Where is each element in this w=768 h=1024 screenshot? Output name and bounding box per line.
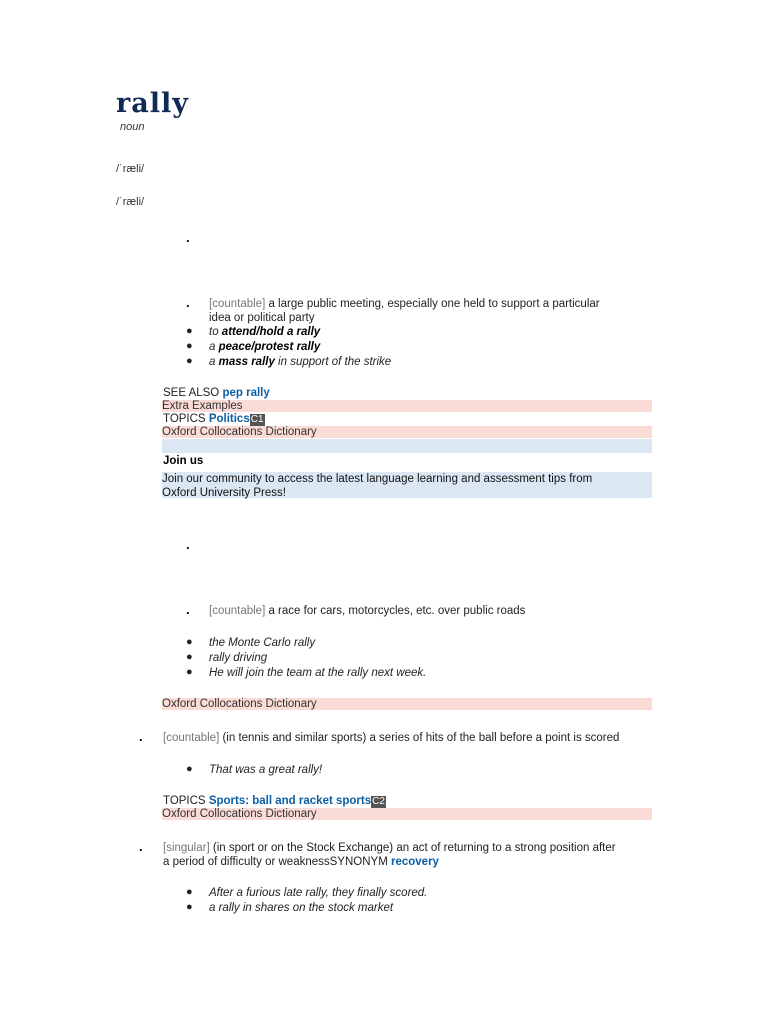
topic-link[interactable]: Politics: [208, 413, 250, 425]
pronunciation-us: /ˈræli/: [116, 196, 145, 208]
bullet-icon: ●: [186, 355, 193, 367]
part-of-speech: noun: [120, 121, 145, 133]
level-badge: C1: [250, 414, 264, 425]
sense2-definition: [countable] a race for cars, motorcycles, etc. over public roads: [209, 605, 526, 617]
collocations-button[interactable]: Oxford Collocations Dictionary: [162, 808, 652, 820]
pronunciation-uk: /ˈræli/: [116, 163, 145, 175]
bullet-icon: ●: [186, 636, 193, 648]
headword: rally: [116, 88, 189, 119]
sense-marker: .: [186, 537, 190, 552]
sense4-definition: [singular] (in sport or on the Stock Exchange) an act of returning to a strong position after a period of difficulty or weaknessSYNONYM recovery: [163, 842, 616, 868]
grammar-label: [countable]: [163, 732, 220, 744]
synonym-label: SYNONYM: [329, 856, 388, 868]
see-also: SEE ALSO pep rally: [163, 387, 270, 399]
grammar-label: [countable]: [209, 298, 266, 310]
bullet-icon: ●: [186, 340, 193, 352]
sense3-definition: [countable] (in tennis and similar sports) a series of hits of the ball before a point is scored: [163, 732, 620, 744]
bullet-icon: ●: [186, 886, 193, 898]
grammar-label: [singular]: [163, 842, 210, 854]
sense1-definition: [countable] a large public meeting, especially one held to support a particular idea or political party: [209, 298, 600, 324]
bullet-icon: ●: [186, 763, 193, 775]
bullet-icon: ●: [186, 666, 193, 678]
bullet-icon: ●: [186, 651, 193, 663]
grammar-label: [countable]: [209, 605, 266, 617]
level-badge: C2: [372, 796, 385, 807]
collocations-button[interactable]: Oxford Collocations Dictionary: [162, 698, 652, 710]
bullet-icon: ●: [186, 901, 193, 913]
join-text[interactable]: Join our community to access the latest language learning and assessment tips from Oxford University Press!: [162, 472, 652, 498]
extra-examples-button[interactable]: Extra Examples: [162, 400, 652, 412]
sense-marker: .: [139, 729, 143, 744]
join-title: Join us: [163, 455, 204, 467]
bullet-icon: ●: [186, 325, 193, 337]
topic-link[interactable]: Sports: ball and racket sports: [208, 795, 372, 807]
sense-marker: .: [186, 230, 190, 245]
join-banner-strip: [162, 439, 652, 453]
sense-marker: .: [186, 602, 190, 617]
sense-marker: .: [186, 295, 190, 310]
sense-marker: .: [139, 839, 143, 854]
synonym-link[interactable]: recovery: [391, 856, 439, 868]
collocations-button[interactable]: Oxford Collocations Dictionary: [162, 426, 652, 438]
topics-row: TOPICS Sports: ball and racket sportsC2: [163, 795, 385, 807]
topics-row: TOPICS PoliticsC1: [163, 413, 264, 425]
see-also-link[interactable]: pep rally: [222, 387, 270, 399]
